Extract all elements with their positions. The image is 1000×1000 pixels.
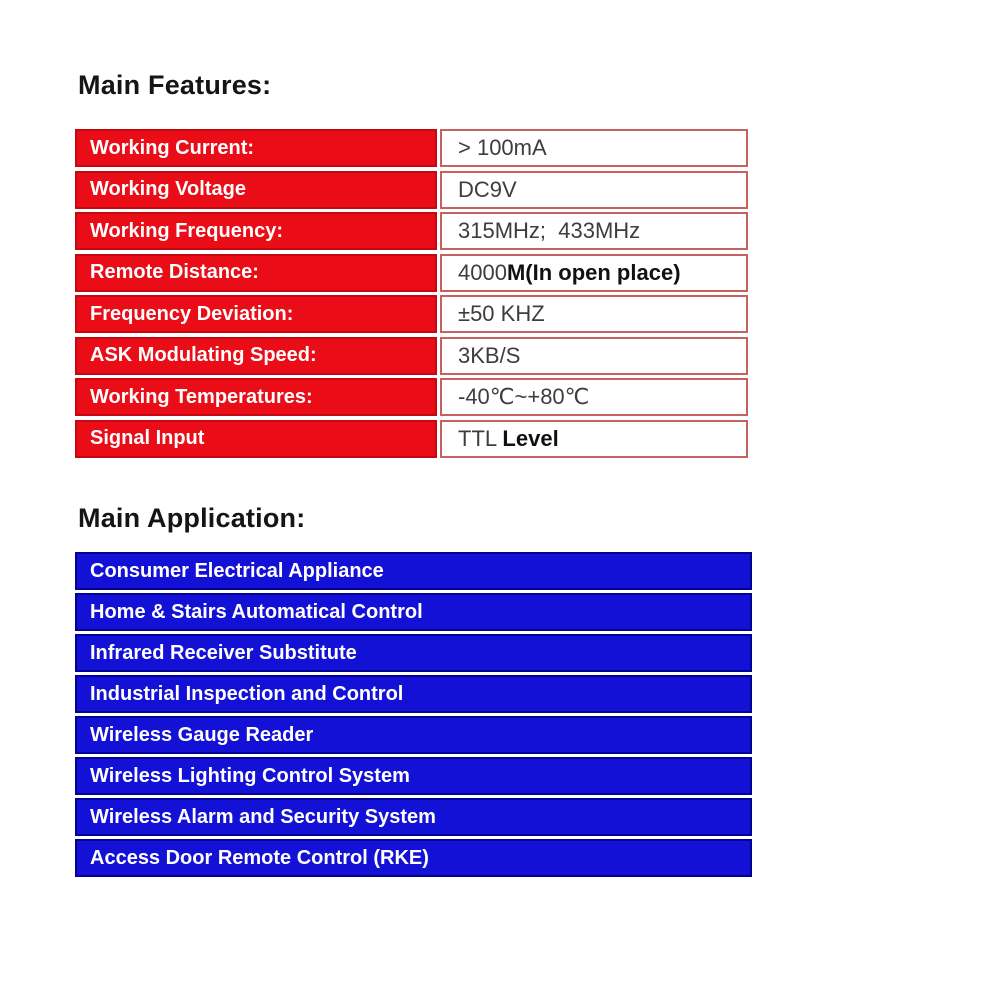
table-row: [75, 420, 748, 458]
feature-value-text: -40℃~+80℃: [458, 384, 590, 409]
features-title: Main Features:: [78, 70, 272, 100]
feature-label: Working Temperatures:: [75, 378, 437, 416]
feature-value-text: TTL: [458, 425, 503, 451]
table-row: [75, 171, 748, 209]
feature-value-bold-text: M(In open place): [506, 259, 681, 285]
features-table: [75, 129, 748, 461]
feature-value-bold-text: Level: [502, 425, 559, 451]
feature-label: Remote Distance:: [75, 254, 437, 292]
table-row: [75, 212, 748, 250]
feature-value-text: ±50 KHZ: [458, 301, 545, 326]
feature-value-text: 3KB/S: [458, 342, 521, 368]
feature-label: Working Voltage: [75, 171, 437, 209]
feature-label: Signal Input: [75, 420, 437, 458]
feature-value: [440, 212, 748, 250]
table-row: [75, 378, 748, 416]
feature-value: [440, 337, 748, 375]
list-item: Home & Stairs Automatical Control: [75, 593, 752, 631]
list-item: Industrial Inspection and Control: [75, 675, 752, 713]
feature-value: [440, 420, 748, 458]
list-item: Consumer Electrical Appliance: [75, 552, 752, 590]
list-item: Access Door Remote Control (RKE): [75, 839, 752, 877]
feature-value: [440, 378, 748, 416]
feature-value-text: 4000: [458, 259, 507, 285]
applications-title: Main Application:: [78, 503, 306, 533]
table-row: [75, 295, 748, 333]
list-item: Wireless Gauge Reader: [75, 716, 752, 754]
feature-value: [440, 295, 748, 333]
feature-value: [440, 254, 748, 292]
table-row: [75, 254, 748, 292]
feature-label: Working Current:: [75, 129, 437, 167]
list-item: Infrared Receiver Substitute: [75, 634, 752, 672]
feature-label: Frequency Deviation:: [75, 295, 437, 333]
table-row: [75, 129, 748, 167]
feature-value: [440, 129, 748, 167]
list-item: Wireless Alarm and Security System: [75, 798, 752, 836]
feature-value-text: > 100mA: [458, 135, 547, 160]
feature-label: ASK Modulating Speed:: [75, 337, 437, 375]
applications-list: [75, 552, 752, 880]
feature-value-text: 315MHz; 433MHz: [458, 218, 641, 243]
feature-value: [440, 171, 748, 209]
feature-label: Working Frequency:: [75, 212, 437, 250]
list-item: Wireless Lighting Control System: [75, 757, 752, 795]
feature-value-text: DC9V: [458, 176, 517, 202]
table-row: [75, 337, 748, 375]
